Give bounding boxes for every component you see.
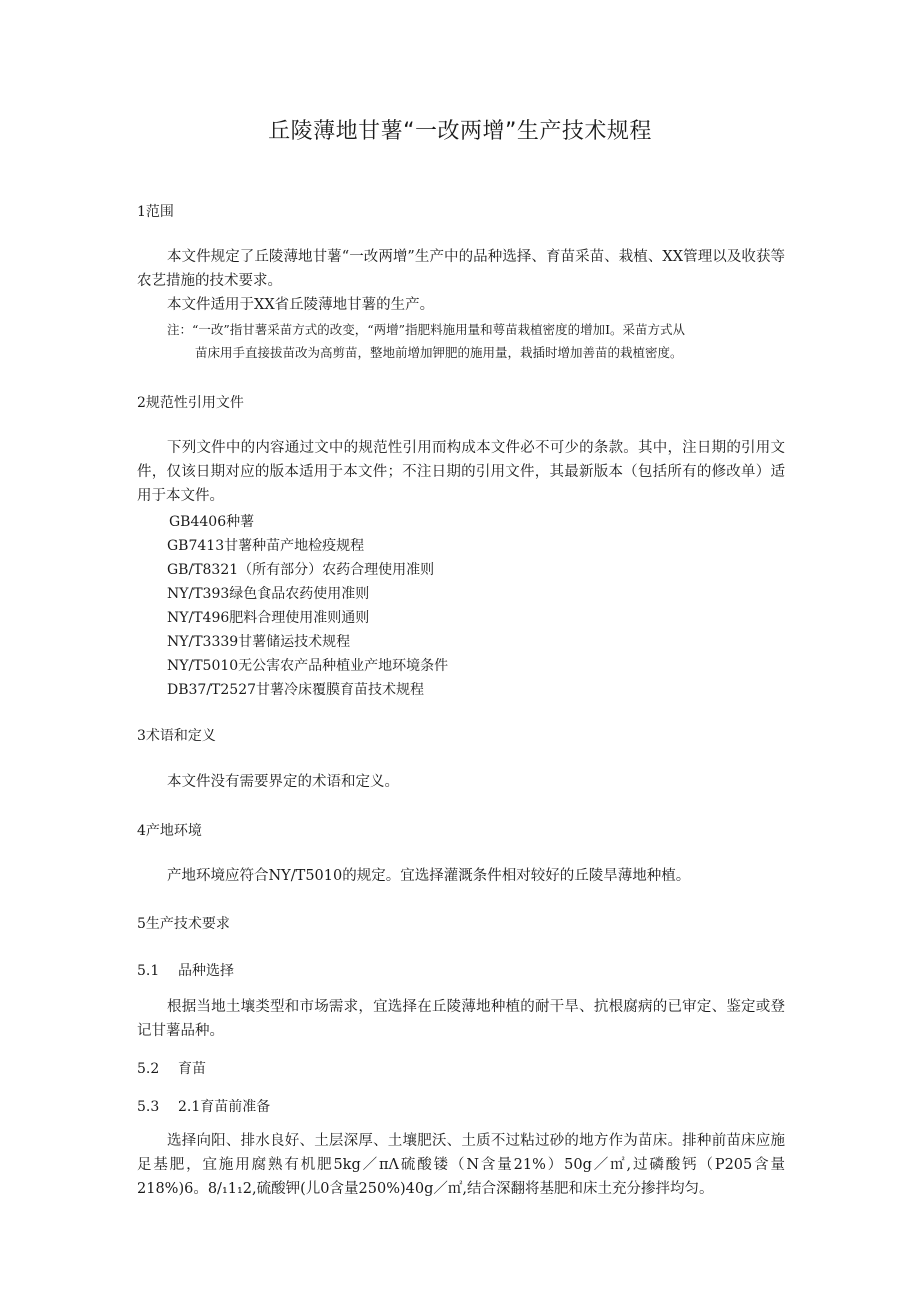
reference-item: GB7413甘薯种苗产地检疫规程 [167, 538, 365, 554]
section-title: 生产技术要求 [145, 916, 230, 932]
reference-item: NY/T5010无公害农产品种植业产地环境条件 [167, 658, 449, 674]
section-3-paragraph-1: 本文件没有需要界定的术语和定义。 [167, 774, 399, 790]
subsection-5-3-paragraph: 选择向阳、排水良好、土层深厚、土壤肥沃、土质不过粘过砂的地方作为苗床。排种前苗床应施足基肥，宜施用腐熟有机肥5kg／πΛ硫酸镂（N含量21%）50g／㎡,过磷酸钙（P205含量218%)6。8/₁1₁2,硫酸钾(儿0含量250%)40g／㎡,结合深翻将基肥和床土充分掺拌均匀。 [137, 1133, 785, 1197]
subsection-5-3-heading [137, 1096, 270, 1118]
subsection-5-2-heading [137, 1058, 206, 1080]
note-line-2: 苗床用手直接拔苗改为高剪苗，整地前增加钾肥的施用量，栽插时增加善苗的栽植密度。 [195, 345, 683, 360]
section-4-heading [137, 820, 202, 842]
document-title: 丘陵薄地甘薯“一改两增”生产技术规程 [268, 119, 652, 144]
section-4-paragraph-1: 产地环境应符合NY/T5010的规定。宜选择灌溉条件相对较好的丘陵旱薄地种植。 [167, 868, 691, 884]
reference-item: NY/T496肥料合理使用准则通则 [167, 610, 370, 626]
note-line-1: “一改”指甘薯采苗方式的改变，“两增”指肥料施用量和萼苗栽植密度的增加Ⅰ。采苗方式从 [192, 322, 686, 337]
section-5-heading [137, 913, 230, 935]
subsection-title: 2.1育苗前准备 [178, 1099, 271, 1115]
section-title: 规范性引用文件 [145, 395, 244, 411]
subsection-title: 品种选择 [178, 963, 234, 979]
reference-item: GB4406种薯 [169, 514, 255, 530]
section-number: 3 [137, 728, 146, 744]
section-2-heading [137, 392, 244, 414]
subsection-number: 5.3 [137, 1099, 160, 1115]
reference-item: GB/T8321（所有部分）农药合理使用准则 [167, 562, 435, 578]
section-1-paragraph-2: 本文件适用于XX省丘陵薄地甘薯的生产。 [167, 297, 435, 313]
subsection-number: 5.1 [137, 963, 160, 979]
reference-item: DB37/T2527甘薯冷床覆膜育苗技术规程 [167, 682, 425, 698]
section-title: 范围 [145, 204, 174, 220]
subsection-number: 5.2 [137, 1061, 160, 1077]
section-title: 产地环境 [145, 823, 202, 839]
reference-item: NY/T3339甘薯储运技术规程 [167, 634, 351, 650]
reference-item: NY/T393绿色食品农药使用准则 [167, 586, 370, 602]
section-1-paragraph-1: 本文件规定了丘陵薄地甘薯“一改两增”生产中的品种选择、育苗采苗、栽植、XX管理以及收获等农艺措施的技术要求。 [137, 249, 785, 289]
section-number: 1 [137, 204, 146, 220]
section-number: 5 [137, 916, 146, 932]
subsection-title: 育苗 [178, 1061, 206, 1077]
section-title: 术语和定义 [145, 728, 216, 744]
section-2-paragraph-1: 下列文件中的内容通过文中的规范性引用而构成本文件必不可少的条款。其中，注日期的引用文件，仅该日期对应的版本适用于本文件；不注日期的引用文件，其最新版本（包括所有的修改单）适用于本文件。 [137, 440, 785, 504]
note-label: 注： [167, 322, 193, 337]
section-number: 2 [137, 395, 146, 411]
section-3-heading [137, 725, 216, 747]
section-1-note [167, 318, 785, 364]
subsection-5-1-heading [137, 960, 234, 982]
section-number: 4 [137, 823, 146, 839]
subsection-5-1-paragraph: 根据当地土壤类型和市场需求，宜选择在丘陵薄地种植的耐干旱、抗根腐病的已审定、鉴定或登记甘薯品种。 [137, 999, 785, 1039]
section-1-heading [137, 201, 174, 223]
